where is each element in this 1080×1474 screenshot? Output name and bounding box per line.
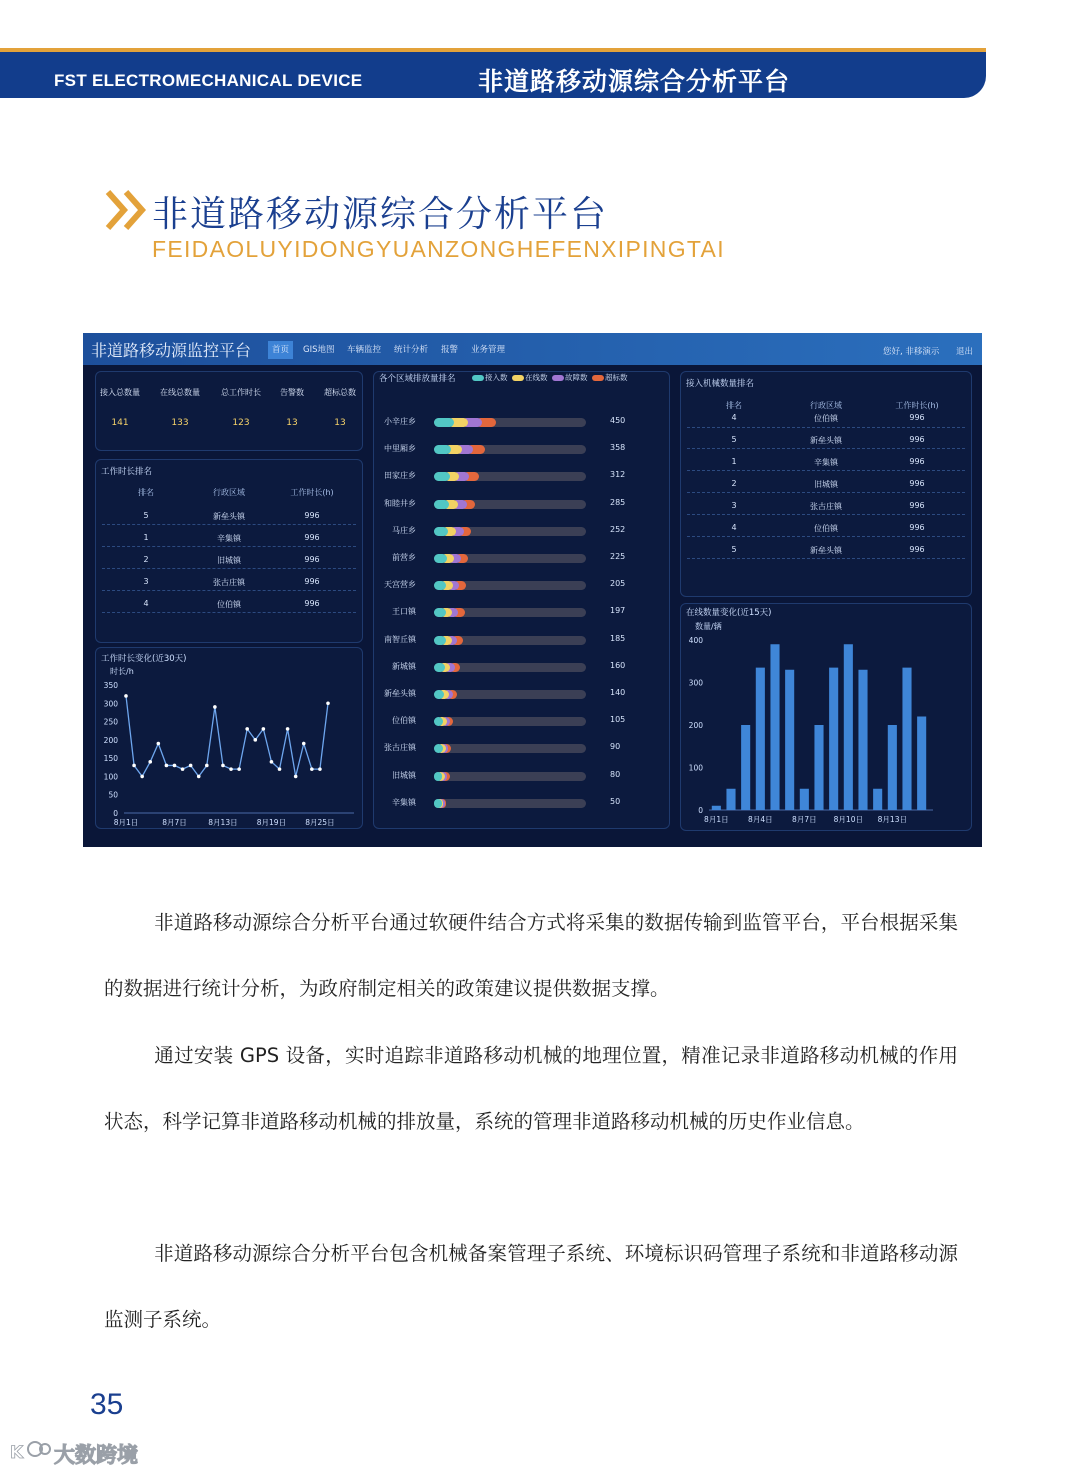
table-cell: 位伯镇 [814, 414, 838, 423]
paragraph-text: 通过安装 GPS 设备，实时追踪非道路移动机械的地理位置，精准记录非道路移动机械的作用状态，科学记算非道路移动机械的排放量，系统的管理非道路移动机械的历史作业信息。 [104, 1044, 958, 1133]
rank-row [378, 769, 638, 783]
row-divider [687, 514, 965, 515]
bar [814, 725, 823, 810]
rank-row [378, 415, 638, 429]
table-cell: 996 [909, 501, 925, 510]
table-cell: 996 [909, 457, 925, 466]
row-divider [687, 536, 965, 537]
bar [873, 789, 882, 810]
row-divider [687, 470, 965, 471]
rank-bar-track [434, 445, 586, 454]
y-tick-label: 50 [108, 790, 118, 800]
rank-row [378, 442, 638, 456]
bar [756, 668, 765, 810]
scrolled-row-clip [681, 413, 971, 424]
table-cell: 996 [909, 479, 925, 488]
paragraph-2 [104, 1023, 958, 1155]
watermark-text: 大数跨境 [54, 1443, 138, 1467]
table-cell: 新垒头镇 [810, 436, 842, 445]
legend-swatch [512, 375, 524, 381]
nav-statistics[interactable]: 统计分析 [394, 345, 429, 355]
rank-region-name: 王口镇 [392, 607, 416, 617]
data-point [197, 775, 201, 779]
x-tick-label: 8月1日 [704, 815, 729, 824]
table-cell: 位伯镇 [217, 600, 241, 609]
table-cell: 996 [304, 599, 320, 608]
bar [902, 668, 911, 810]
stat-label: 接入总数量 [100, 388, 140, 397]
bar [858, 670, 867, 810]
rank-bar-segment [434, 472, 450, 481]
legend-label: 超标数 [605, 373, 628, 382]
y-axis-label: 数量/辆 [695, 622, 722, 631]
bar [888, 725, 897, 810]
rank-value: 450 [610, 416, 626, 425]
rank-region-name: 中里厢乡 [384, 444, 416, 454]
rank-bar-track [434, 608, 586, 617]
bar [844, 644, 853, 810]
logout-link[interactable]: 退出 [956, 347, 974, 357]
paragraph-text: 非道路移动源综合分析平台包含机械备案管理子系统、环境标识码管理子系统和非道路移动源监测子系统。 [104, 1242, 958, 1331]
rank-region-name: 前营乡 [392, 553, 416, 562]
stat-label: 告警数 [280, 388, 304, 397]
rank-bar-segment [434, 799, 442, 808]
rank-bar-track [434, 772, 586, 781]
rank-row [378, 578, 638, 592]
data-point [270, 760, 274, 764]
data-point [157, 742, 161, 746]
row-divider [687, 427, 965, 428]
region-rank-panel [373, 371, 670, 829]
row-divider [102, 612, 356, 613]
rank-row [378, 687, 638, 701]
data-point [326, 701, 330, 705]
legend-label: 接入数 [485, 373, 508, 382]
data-point [173, 764, 177, 768]
rank-bar-segment [434, 418, 454, 427]
nav-gis-map[interactable]: GIS地图 [303, 345, 335, 355]
worktime-line-chart [96, 648, 362, 828]
row-divider [102, 590, 356, 591]
rank-row [378, 714, 638, 728]
rank-region-name: 新城镇 [392, 661, 416, 671]
row-divider [102, 546, 356, 547]
rank-value: 312 [610, 470, 626, 480]
bar [741, 725, 750, 810]
row-divider [687, 558, 965, 559]
data-point [213, 705, 217, 709]
data-point [140, 775, 144, 779]
nav-alarm[interactable]: 报警 [441, 345, 459, 355]
row-divider [102, 568, 356, 569]
data-point [245, 727, 249, 731]
watermark-logo-icon [8, 1438, 52, 1464]
rank-bar-track [434, 581, 586, 590]
x-tick-label: 8月4日 [748, 815, 773, 824]
online-trend-panel [680, 603, 972, 831]
rank-bar-track [434, 500, 586, 509]
stats-panel [95, 371, 363, 451]
rank-bar-track [434, 527, 586, 536]
rank-value: 285 [610, 497, 626, 507]
double-chevron-icon [104, 188, 150, 232]
stat-value: 133 [171, 418, 189, 428]
stat-label: 总工作时长 [221, 388, 261, 397]
table-cell: 5 [731, 545, 737, 554]
svg-text:K: K [10, 1443, 24, 1463]
data-point [221, 764, 225, 768]
rank-row [378, 660, 638, 674]
data-point [165, 764, 169, 768]
row-divider [687, 492, 965, 493]
bar [829, 668, 838, 810]
rank-value: 105 [610, 715, 626, 725]
x-tick-label: 8月25日 [305, 818, 335, 827]
nav-business[interactable]: 业务管理 [471, 345, 506, 355]
x-tick-label: 8月7日 [792, 815, 817, 824]
table-cell: 新垒头镇 [213, 512, 245, 521]
rank-bar-segment [434, 554, 447, 563]
chart-title: 工作时长变化(近30天) [101, 654, 187, 664]
page-header [0, 48, 986, 100]
bar [712, 806, 721, 810]
x-tick-label: 8月13日 [877, 815, 907, 824]
table-cell: 旧城镇 [217, 556, 241, 565]
table-cell: 位伯镇 [814, 524, 838, 533]
table-header: 排名 [138, 488, 154, 497]
page-number: 35 [90, 1388, 124, 1421]
legend-label: 在线数 [525, 373, 548, 382]
rank-value: 140 [610, 688, 626, 697]
x-tick-label: 8月1日 [113, 818, 139, 827]
bar [785, 670, 794, 810]
rank-value: 160 [610, 660, 626, 670]
nav-home[interactable]: 首页 [268, 341, 293, 359]
worktime-rank-panel [95, 459, 363, 643]
data-point [253, 738, 257, 742]
y-axis-label: 时长/h [110, 667, 134, 676]
rank-row [378, 469, 638, 483]
table-cell: 2 [143, 555, 149, 564]
rank-bar-segment [434, 636, 446, 645]
bar [800, 789, 809, 810]
table-cell: 1 [731, 457, 737, 466]
data-point [302, 742, 306, 746]
rank-bar-track [434, 418, 586, 427]
series-line [126, 696, 328, 776]
stat-value: 13 [286, 418, 298, 428]
x-tick-label: 8月7日 [162, 818, 187, 827]
rank-region-name: 田家庄乡 [384, 471, 416, 481]
table-header: 行政区域 [213, 488, 245, 497]
rank-region-name: 位伯镇 [392, 716, 416, 726]
rank-bar-track [434, 799, 586, 808]
rank-bar-segment [434, 500, 449, 509]
panel-title: 各个区域排放量排名 [379, 374, 456, 384]
bar [726, 789, 735, 810]
table-header: 工作时长(h) [895, 401, 939, 410]
bar [770, 644, 779, 810]
y-tick-label: 100 [688, 763, 703, 773]
section-pinyin: FEIDAOLUYIDONGYUANZONGHEFENXIPINGTAI [152, 236, 725, 262]
rank-bar-segment [434, 445, 451, 454]
data-point [189, 764, 193, 768]
rank-region-name: 和睦井乡 [384, 498, 416, 508]
rank-value: 358 [610, 443, 626, 453]
rank-row [378, 605, 638, 619]
rank-value: 225 [610, 552, 626, 561]
table-header: 行政区域 [810, 401, 842, 410]
table-cell: 996 [909, 435, 925, 444]
rank-bar-track [434, 744, 586, 753]
x-tick-label: 8月19日 [256, 818, 287, 827]
rank-row [378, 497, 638, 511]
rank-region-name: 小辛庄乡 [384, 417, 416, 426]
rank-region-name: 旧城镇 [392, 770, 416, 780]
rank-bar-track [434, 554, 586, 563]
data-point [310, 767, 314, 771]
rank-value: 205 [610, 579, 626, 589]
y-tick-label: 250 [103, 717, 118, 727]
stat-label: 在线总数量 [160, 388, 200, 397]
data-point [318, 767, 322, 771]
table-cell: 4 [731, 523, 737, 532]
worktime-trend-panel [95, 647, 363, 829]
y-tick-label: 100 [103, 772, 118, 782]
y-tick-label: 200 [688, 721, 703, 730]
row-divider [102, 524, 356, 525]
rank-region-name: 南智丘镇 [384, 634, 416, 644]
table-cell: 5 [731, 435, 737, 444]
y-tick-label: 300 [103, 699, 118, 709]
rank-value: 252 [610, 524, 626, 534]
table-cell: 1 [143, 533, 149, 542]
data-point [205, 764, 209, 768]
y-tick-label: 0 [698, 806, 703, 815]
table-cell: 996 [304, 533, 320, 542]
rank-bar-segment [434, 581, 446, 590]
x-tick-label: 8月10日 [833, 815, 863, 824]
rank-value: 50 [610, 796, 621, 806]
rank-bar-segment [434, 772, 442, 781]
stat-value: 123 [232, 418, 250, 428]
access-rank-panel [680, 371, 972, 597]
table-cell: 996 [909, 413, 925, 422]
data-point [124, 694, 128, 698]
data-point [286, 727, 290, 731]
legend-swatch [552, 375, 564, 381]
header-company-name: FST ELECTROMECHANICAL DEVICE [54, 71, 363, 90]
rank-row [378, 633, 638, 647]
y-tick-label: 400 [688, 636, 703, 645]
rank-bar-track [434, 663, 586, 672]
y-tick-label: 300 [688, 678, 703, 688]
table-cell: 996 [909, 523, 925, 532]
table-cell: 辛集镇 [814, 458, 838, 467]
y-tick-label: 0 [113, 809, 118, 818]
table-cell: 辛集镇 [217, 534, 241, 543]
nav-vehicle-monitor[interactable]: 车辆监控 [347, 345, 382, 355]
panel-title: 工作时长排名 [101, 467, 153, 477]
rank-bar-track [434, 717, 586, 726]
dashboard-screenshot [83, 333, 982, 847]
data-point [294, 775, 298, 779]
stat-value: 13 [334, 418, 346, 428]
table-header: 排名 [726, 401, 742, 410]
paragraph-3 [104, 1221, 958, 1353]
rank-region-name: 马庄乡 [392, 525, 416, 535]
table-cell: 3 [143, 577, 149, 586]
rank-bar-segment [434, 663, 445, 672]
table-cell: 2 [731, 479, 737, 488]
data-point [278, 767, 282, 771]
rank-bar-track [434, 636, 586, 645]
data-point [237, 767, 241, 771]
table-cell: 4 [731, 413, 737, 422]
table-cell: 4 [143, 599, 149, 608]
rank-region-name: 辛集镇 [392, 797, 416, 807]
rank-row [378, 524, 638, 538]
online-bar-chart [681, 604, 971, 830]
rank-row [378, 741, 638, 755]
data-point [181, 767, 185, 771]
paragraph-1 [104, 890, 958, 1022]
rank-value: 185 [610, 633, 626, 643]
y-tick-label: 200 [103, 735, 118, 745]
table-cell: 张古庄镇 [810, 502, 842, 511]
table-cell: 996 [304, 555, 320, 564]
table-cell: 张古庄镇 [213, 578, 245, 587]
user-greeting: 您好, 非移演示 [883, 347, 940, 357]
x-tick-label: 8月13日 [208, 818, 238, 827]
table-cell: 新垒头镇 [810, 546, 842, 555]
legend-swatch [592, 375, 604, 381]
table-cell: 旧城镇 [814, 480, 838, 489]
y-tick-label: 350 [103, 681, 118, 690]
data-point [262, 727, 266, 731]
legend-swatch [472, 375, 484, 381]
rank-bar-track [434, 472, 586, 481]
rank-row [378, 551, 638, 565]
table-cell: 996 [304, 511, 320, 520]
header-title: 非道路移动源综合分析平台 [478, 67, 791, 96]
table-cell: 996 [909, 545, 925, 554]
table-header: 工作时长(h) [290, 488, 334, 497]
rank-value: 90 [610, 742, 621, 752]
stat-value: 141 [111, 418, 129, 428]
row-divider [687, 448, 965, 449]
chart-title: 在线数量变化(近15天) [686, 608, 772, 618]
dashboard-brand: 非道路移动源监控平台 [91, 341, 252, 360]
panel-title: 接入机械数量排名 [686, 379, 755, 389]
bar [917, 717, 926, 811]
data-point [148, 760, 152, 764]
rank-bar-segment [434, 527, 448, 536]
rank-region-name: 天宫营乡 [384, 580, 416, 590]
rank-bar-track [434, 690, 586, 699]
data-point [229, 767, 233, 771]
y-tick-label: 150 [103, 754, 118, 764]
table-cell: 3 [731, 501, 737, 510]
rank-value: 80 [610, 769, 621, 779]
paragraph-text: 非道路移动源综合分析平台通过软硬件结合方式将采集的数据传输到监管平台，平台根据采集的数据进行统计分析，为政府制定相关的政策建议提供数据支撑。 [104, 911, 958, 1000]
rank-region-name: 新垒头镇 [384, 689, 416, 698]
table-cell: 996 [304, 577, 320, 586]
dashboard-topbar [83, 333, 982, 365]
rank-region-name: 张古庄镇 [384, 743, 416, 753]
section-title: 非道路移动源综合分析平台 [152, 194, 609, 235]
header-blue-band [0, 52, 986, 98]
legend-label: 故障数 [565, 373, 588, 382]
table-cell: 5 [143, 511, 149, 520]
data-point [132, 764, 136, 768]
rank-row [378, 796, 638, 810]
rank-value: 197 [610, 606, 626, 616]
stat-label: 超标总数 [324, 388, 356, 397]
